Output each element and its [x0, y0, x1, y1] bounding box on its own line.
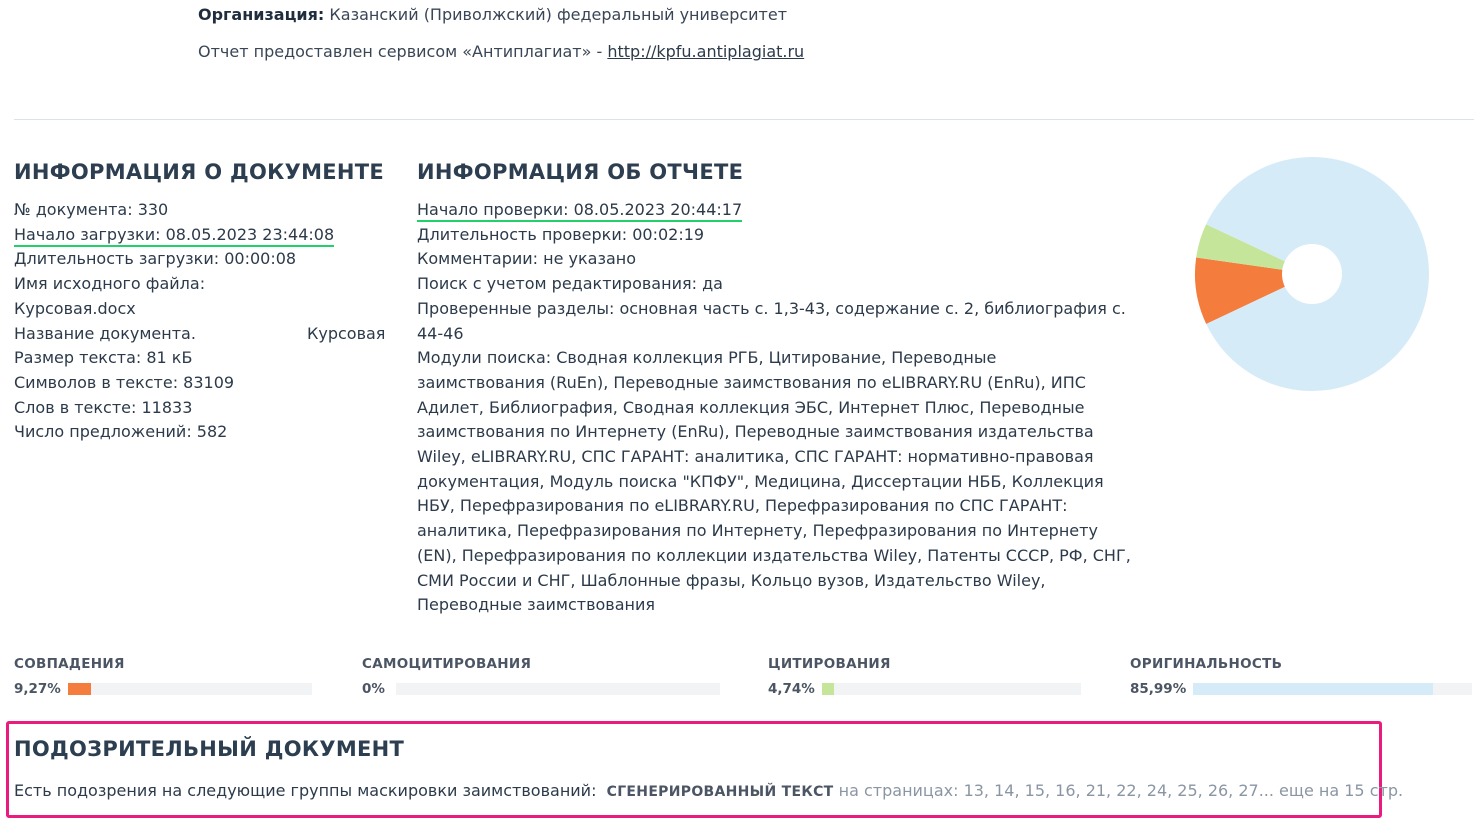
file-name: Курсовая.docx — [14, 298, 136, 318]
doc-info-title: ИНФОРМАЦИЯ О ДОКУМЕНТЕ — [14, 160, 385, 184]
stat-value-citation: 4,74% — [768, 681, 815, 697]
originality-pie-chart — [1180, 150, 1440, 400]
suspicious-document-panel — [6, 721, 1404, 818]
organization-line — [198, 5, 787, 24]
service-text: Отчет предоставлен сервисом «Антиплагиат» - — [198, 42, 608, 61]
stat-label-matches: СОВПАДЕНИЯ — [14, 656, 125, 672]
report-info-list — [417, 198, 1137, 618]
stat-bar-originality — [1193, 683, 1472, 695]
generated-text-label: СГЕНЕРИРОВАННЫЙ ТЕКСТ — [606, 784, 834, 800]
edit-search: Поиск с учетом редактирования: да — [417, 274, 723, 294]
sentence-count: Число предложений: 582 — [14, 422, 228, 442]
modules-line: (EN), Перефразирования по коллекции издательства Wiley, Патенты СССР, РФ, СНГ, — [417, 545, 1131, 565]
modules-line: Переводные заимствования — [417, 595, 656, 615]
stat-label-citation: ЦИТИРОВАНИЯ — [768, 656, 891, 672]
modules-line: Wiley, eLIBRARY.RU, СПС ГАРАНТ: аналитика, СПС ГАРАНТ: нормативно-правовая — [417, 447, 1094, 467]
doc-name-label: Название документа. — [14, 323, 196, 343]
stat-bar-self-citation — [396, 683, 720, 695]
upload-duration: Длительность загрузки: 00:00:08 — [14, 249, 297, 269]
stat-bar-fill-matches — [68, 683, 91, 695]
stat-bar-fill-originality — [1193, 683, 1433, 695]
doc-number: № документа: 330 — [14, 200, 169, 219]
pie-center-hole — [1282, 244, 1342, 304]
doc-name-value: Курсовая — [307, 323, 386, 343]
stat-bar-matches — [68, 683, 312, 695]
checked-sections-line2: 44-46 — [417, 323, 464, 343]
checked-sections-line1: Проверенные разделы: основная часть с. 1,3-43, содержание с. 2, библиография с. — [417, 298, 1126, 318]
suspicious-line — [14, 781, 1403, 800]
check-start: Начало проверки: 08.05.2023 20:44:17 — [417, 200, 742, 222]
modules-line: НБУ, Перефразирования по eLIBRARY.RU, Перефразирования по СПС ГАРАНТ: — [417, 496, 1068, 516]
organization-label: Организация: — [198, 5, 325, 24]
doc-name-row — [14, 322, 394, 347]
modules-line: документация, Модуль поиска "КПФУ", Медицина, Диссертации НББ, Коллекция — [417, 471, 1104, 491]
char-count: Символов в тексте: 83109 — [14, 372, 235, 392]
modules-line: аналитика, Перефразирования по Интернету, Перефразирования по Интернету — [417, 521, 1098, 541]
upload-start: Начало загрузки: 08.05.2023 23:44:08 — [14, 225, 334, 247]
suspicious-title: ПОДОЗРИТЕЛЬНЫЙ ДОКУМЕНТ — [14, 737, 405, 761]
stat-label-originality: ОРИГИНАЛЬНОСТЬ — [1130, 656, 1283, 672]
modules-line: заимствования (RuEn), Переводные заимствования по eLIBRARY.RU (EnRu), ИПС — [417, 372, 1086, 392]
service-line — [198, 42, 804, 61]
stat-value-originality: 85,99% — [1130, 681, 1187, 697]
header-divider — [14, 119, 1474, 120]
word-count: Слов в тексте: 11833 — [14, 397, 193, 417]
stat-value-self-citation: 0% — [362, 681, 385, 697]
stat-label-self-citation: САМОЦИТИРОВАНИЯ — [362, 656, 532, 672]
text-size: Размер текста: 81 кБ — [14, 348, 193, 368]
report-info-title: ИНФОРМАЦИЯ ОБ ОТЧЕТЕ — [417, 160, 744, 184]
organization-value: Казанский (Приволжский) федеральный университет — [329, 5, 788, 24]
comments: Комментарии: не указано — [417, 249, 637, 269]
suspicious-text: Есть подозрения на следующие группы маскировки заимствований: — [14, 781, 597, 800]
modules-line: СМИ России и СНГ, Шаблонные фразы, Кольцо вузов, Издательство Wiley, — [417, 570, 1046, 590]
stat-value-matches: 9,27% — [14, 681, 61, 697]
modules-line: Адилет, Библиография, Сводная коллекция ЭБС, Интернет Плюс, Переводные — [417, 397, 1085, 417]
suspicious-pages: на страницах: 13, 14, 15, 16, 21, 22, 24, 25, 26, 27... еще на 15 стр. — [838, 781, 1404, 800]
modules-line: заимствования по Интернету (EnRu), Переводные заимствования издательства — [417, 422, 1094, 442]
check-duration: Длительность проверки: 00:02:19 — [417, 224, 705, 244]
stat-bar-citation — [822, 683, 1081, 695]
service-link[interactable]: http://kpfu.antiplagiat.ru — [607, 42, 805, 61]
stat-bar-fill-citation — [822, 683, 834, 695]
doc-info-list — [14, 198, 394, 445]
modules-line: Модули поиска: Сводная коллекция РГБ, Цитирование, Переводные — [417, 348, 997, 368]
file-name-label: Имя исходного файла: — [14, 274, 206, 294]
